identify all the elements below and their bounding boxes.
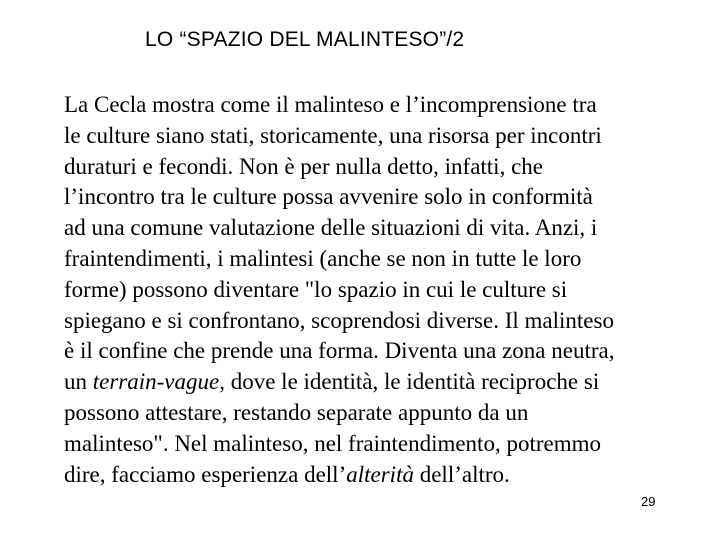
text-run: un (64, 369, 93, 395)
body-line (64, 306, 704, 337)
text-run: dell’altro. (413, 461, 510, 487)
slide-title: LO “SPAZIO DEL MALINTESO”/2 (145, 28, 465, 51)
body-line (64, 213, 704, 244)
text-run: è il confine che prende una forma. Diventa una zona neutra, (64, 338, 615, 364)
italic-text: alterità (346, 461, 414, 487)
body-line (64, 275, 704, 306)
text-run: ad una comune valutazione delle situazioni di vita. Anzi, i (64, 215, 598, 241)
text-run: possono attestare, restando separate appunto da un (64, 399, 529, 425)
body-line (64, 336, 704, 367)
body-line (64, 460, 704, 491)
italic-text: terrain-vague (92, 369, 220, 395)
text-run: dire, facciamo esperienza dell’ (64, 461, 347, 487)
text-run: l’incontro tra le culture possa avvenire solo in conformità (64, 184, 593, 210)
body-text (64, 90, 704, 490)
text-run: spiegano e si confrontano, scoprendosi diverse. Il malinteso (64, 307, 614, 333)
body-line (64, 429, 704, 460)
text-run: malinteso". Nel malinteso, nel fraintendimento, potremmo (64, 430, 601, 456)
text-run: le culture siano stati, storicamente, una risorsa per incontri (64, 122, 602, 148)
text-run: duraturi e fecondi. Non è per nulla detto, infatti, che (64, 153, 543, 179)
page-number: 29 (641, 494, 656, 509)
body-line (64, 367, 704, 398)
body-line (64, 152, 704, 183)
text-run: forme) possono diventare "lo spazio in cui le culture si (64, 276, 568, 302)
body-line (64, 90, 704, 121)
text-run: fraintendimenti, i malintesi (anche se non in tutte le loro (64, 245, 582, 271)
text-run: La Cecla mostra come il malinteso e l’incomprensione tra (64, 92, 597, 117)
body-line (64, 121, 704, 152)
body-line (64, 244, 704, 275)
body-line (64, 182, 704, 213)
text-run: , dove le identità, le identità reciproche si (219, 369, 600, 395)
body-line (64, 398, 704, 429)
